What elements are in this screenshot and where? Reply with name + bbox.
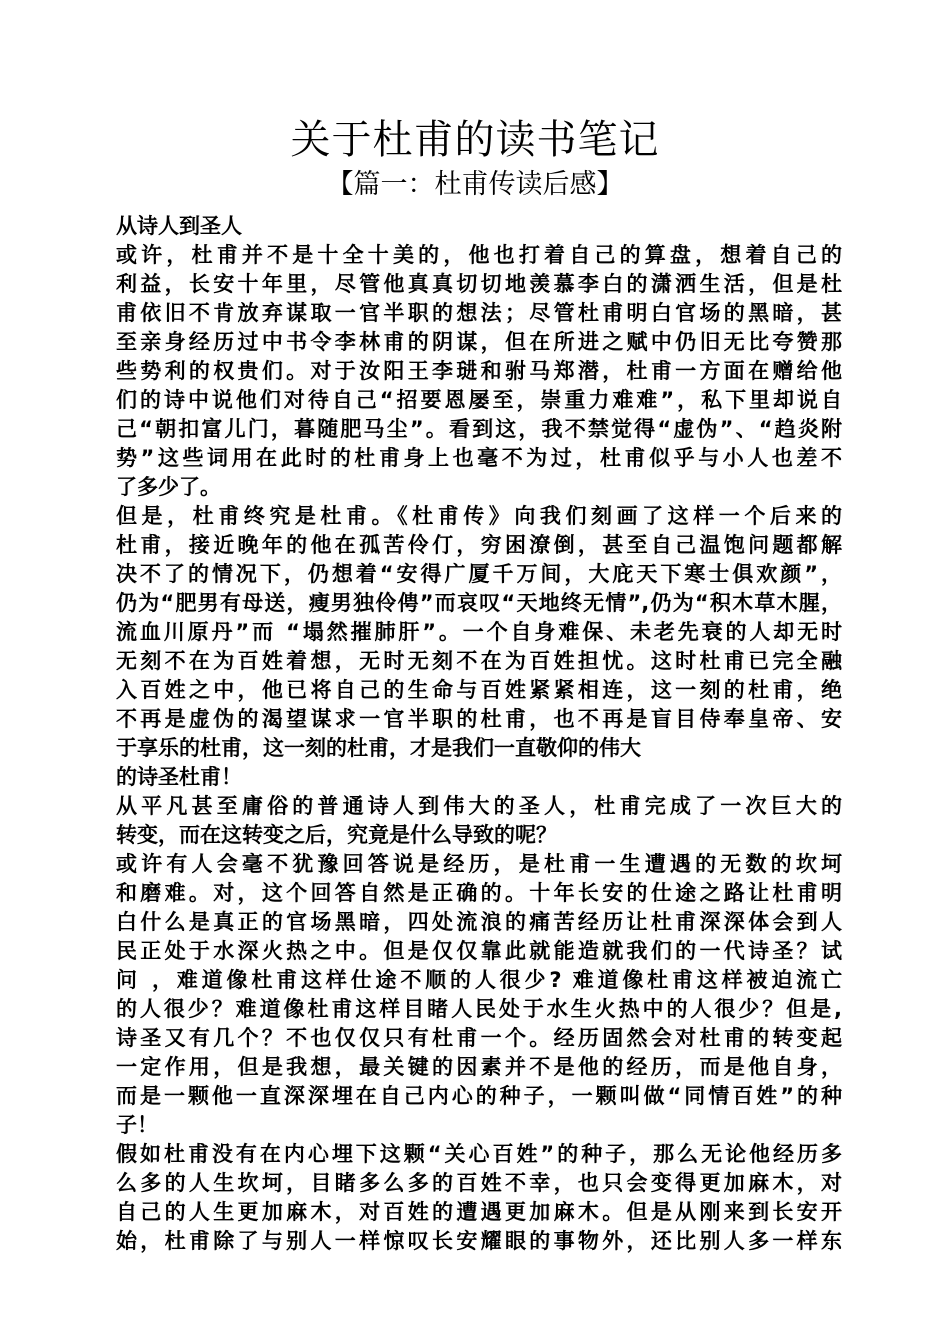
text-line: 或许有人会毫不犹豫回答说是经历，是杜甫一生遭遇的无数的坎坷 xyxy=(116,852,842,876)
text-line: 甫依旧不肯放弃谋取一官半职的想法；尽管杜甫明白官场的黑暗，甚 xyxy=(116,301,842,325)
text-line: 于享乐的杜甫，这一刻的杜甫，才是我们一直敬仰的伟大 xyxy=(116,736,641,760)
text-line: 或许，杜甫并不是十全十美的，他也打着自己的算盘，想着自己的 xyxy=(116,243,842,267)
text-line: 己“朝扣富儿门，暮随肥马尘”。看到这，我不禁觉得“虚伪”、“趋炎附 xyxy=(116,417,842,441)
text-line: 的人很少？难道像杜甫这样目睹人民处于水生火热中的人很少？但是, xyxy=(116,997,842,1021)
text-line: 转变，而在这转变之后，究竟是什么导致的呢？ xyxy=(116,823,557,847)
text-line: 假如杜甫没有在内心埋下这颗“关心百姓”的种子，那么无论他经历多 xyxy=(116,1142,842,1166)
text-line: 些势利的权贵们。对于汝阳王李琎和驸马郑潜，杜甫一方面在赠给他 xyxy=(116,359,842,383)
text-line: 杜甫，接近晚年的他在孤苦伶仃，穷困潦倒，甚至自己温饱问题都解 xyxy=(116,533,842,557)
text-line: 白什么是真正的官场黑暗，四处流浪的痛苦经历让杜甫深深体会到人 xyxy=(116,910,842,934)
section-heading: 从诗人到圣人 xyxy=(116,214,242,238)
text-line: 从平凡甚至庸俗的普通诗人到伟大的圣人，杜甫完成了一次巨大的 xyxy=(116,794,842,818)
text-line: 诗圣又有几个？不也仅仅只有杜甫一个。经历固然会对杜甫的转变起 xyxy=(116,1026,842,1050)
text-line: 不再是虚伪的渴望谋求一官半职的杜甫，也不再是盲目侍奉皇帝、安 xyxy=(116,707,842,731)
text-line: 但是，杜甫终究是杜甫。《杜甫传》向我们刻画了这样一个后来的 xyxy=(116,504,842,528)
text-line: 势”这些词用在此时的杜甫身上也毫不为过，杜甫似乎与小人也差不 xyxy=(116,446,842,470)
text-line: 民正处于水深火热之中。但是仅仅靠此就能造就我们的一代诗圣？试 xyxy=(116,939,842,963)
text-line: 仍为“肥男有母送，瘦男独伶俜”而哀叹“天地终无情”,仍为“积木草木腥， xyxy=(116,591,842,615)
document-subtitle: 【篇一：杜甫传读后感】 xyxy=(326,169,624,200)
text-line: 而是一颗他一直深深埋在自己内心的种子，一颗叫做“同情百姓”的种 xyxy=(116,1084,842,1108)
text-line: 么多的人生坎坷，目睹多么多的百姓不幸，也只会变得更加麻木，对 xyxy=(116,1171,842,1195)
document-body xyxy=(116,212,842,1256)
text-line: 子！ xyxy=(116,1113,158,1137)
text-line: 至亲身经历过中书令李林甫的阴谋，但在所进之赋中仍旧无比夸赞那 xyxy=(116,330,842,354)
text-line: 利益，长安十年里，尽管他真真切切地羡慕李白的潇洒生活，但是杜 xyxy=(116,272,842,296)
text-line: 始，杜甫除了与别人一样惊叹长安耀眼的事物外，还比别人多一样东 xyxy=(116,1229,842,1253)
text-line: 一定作用，但是我想，最关键的因素并不是他的经历，而是他自身， xyxy=(116,1055,842,1079)
text-line: 的诗圣杜甫！ xyxy=(116,765,242,789)
text-line: 流血川原丹”而 “塌然摧肺肝”。一个自身难保、未老先衰的人却无时 xyxy=(116,620,842,644)
text-line: 们的诗中说他们对待自己“招要恩屡至，崇重力难难”，私下里却说自 xyxy=(116,388,842,412)
document-title: 关于杜甫的读书笔记 xyxy=(290,117,660,163)
text-line: 决不了的情况下，仍想着“安得广厦千万间，大庇天下寒士俱欢颜”， xyxy=(116,562,842,586)
text-line: 和磨难。对，这个回答自然是正确的。十年长安的仕途之路让杜甫明 xyxy=(116,881,842,905)
text-line: 入百姓之中，他已将自己的生命与百姓紧紧相连，这一刻的杜甫，绝 xyxy=(116,678,842,702)
text-line: 自己的人生更加麻木，对百姓的遭遇更加麻木。但是从刚来到长安开 xyxy=(116,1200,842,1224)
text-line: 无刻不在为百姓着想，无时无刻不在为百姓担忧。这时杜甫已完全融 xyxy=(116,649,842,673)
text-line: 问 ，难道像杜甫这样仕途不顺的人很少? 难道像杜甫这样被迫流亡 xyxy=(116,968,842,992)
text-line: 了多少了。 xyxy=(116,475,221,499)
